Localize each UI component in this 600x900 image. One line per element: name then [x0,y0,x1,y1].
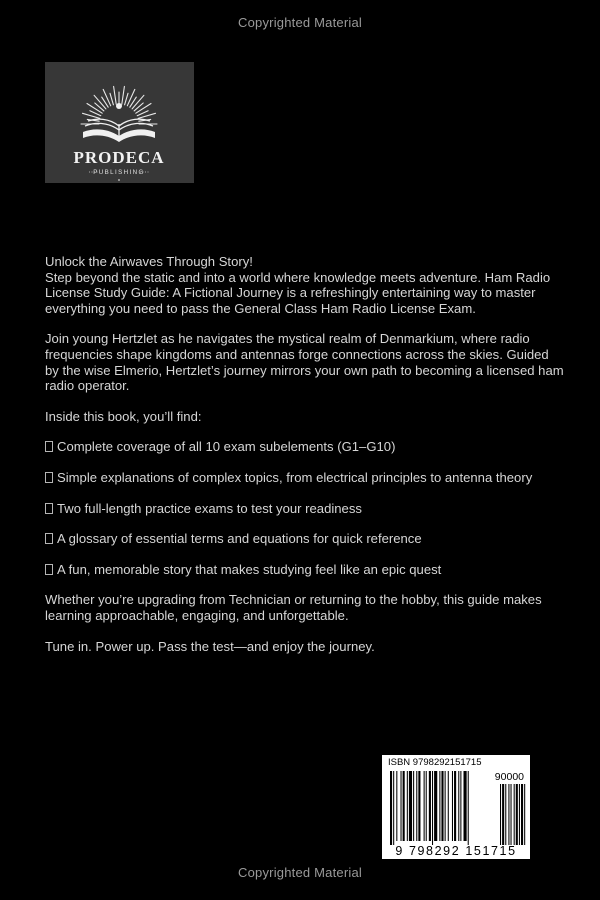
open-book-sunburst-icon [45,62,194,183]
inside-heading: Inside this book, you’ll find: [45,408,202,424]
isbn-label: ISBN 9798292151715 [388,757,482,768]
price-code: 90000 [494,771,524,783]
bullet-box-icon [45,472,53,483]
back-cover-blurb [45,254,565,654]
barcode-digits: 9 798292 151715 [395,844,517,858]
bullet-box-icon [45,503,53,514]
tagline: Tune in. Power up. Pass the test—and enjoy the journey. [45,638,375,654]
feature-item: A glossary of essential terms and equations for quick reference [45,531,565,547]
bullet-box-icon [45,533,53,544]
copyright-watermark-top: Copyrighted Material [238,15,362,30]
closing-paragraph: Whether you’re upgrading from Technician or returning to the hobby, this guide makes learning approachable, engaging, and unforgettable. [45,592,542,623]
headline: Unlock the Airwaves Through Story! [45,254,253,269]
feature-item: Complete coverage of all 10 exam subelements (G1–G10) [45,439,565,455]
publisher-logo [45,62,194,183]
logo-name: PRODECA [73,148,165,167]
feature-item: Two full-length practice exams to test your readiness [45,501,565,517]
feature-item: A fun, memorable story that makes studying feel like an epic quest [45,562,565,578]
copyright-watermark-bottom: Copyrighted Material [238,865,362,880]
intro-paragraph: Step beyond the static and into a world where knowledge meets adventure. Ham Radio License Study Guide: A Fictional Journey is a refreshingly entertaining way to master everything you need to pass the General Class Ham Radio License Exam. [45,269,551,316]
bullet-box-icon [45,564,53,575]
story-paragraph: Join young Hertzlet as he navigates the mystical realm of Denmarkium, where radio frequencies shape kingdoms and antennas forge connections across the skies. Guided by the wise Elmerio, Hertzlet’s journey mirrors your own path to becoming a licensed ham radio operator. [45,331,564,394]
bullet-box-icon [45,441,53,452]
logo-sub: PUBLISHING [93,169,145,176]
isbn-barcode [382,755,530,859]
feature-item: Simple explanations of complex topics, from electrical principles to antenna theory [45,470,565,486]
